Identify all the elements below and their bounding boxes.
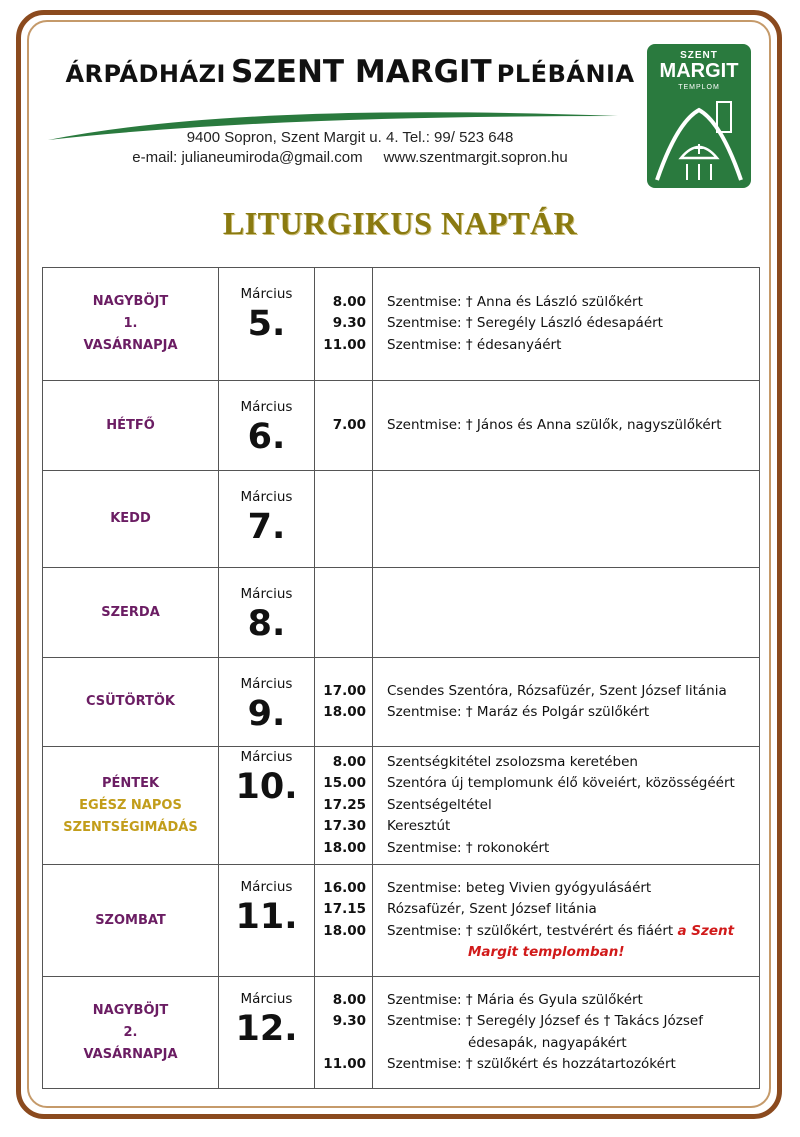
time-value <box>315 1033 372 1055</box>
event-line <box>380 795 759 817</box>
time-value: 18.00 <box>323 922 366 939</box>
event-text: Szentmise: † rokonokért <box>387 839 550 856</box>
date-number: 8. <box>247 604 286 644</box>
times-cell <box>315 865 373 977</box>
event-line <box>380 773 759 795</box>
day-label <box>43 381 219 471</box>
calendar-row <box>43 747 760 865</box>
event-line <box>380 899 759 921</box>
event-line <box>380 313 759 335</box>
month-label: Március <box>240 286 293 302</box>
title-suffix: PLÉBÁNIA <box>496 60 635 88</box>
event-line <box>380 838 759 860</box>
time-value: 8.00 <box>332 753 366 770</box>
address-line: 9400 Sopron, Szent Margit u. 4. Tel.: 99/ 523 648 <box>186 129 514 146</box>
time-value: 17.30 <box>323 818 366 835</box>
events-cell <box>373 747 760 865</box>
day-label-line: 1. <box>123 316 138 331</box>
events-cell <box>373 268 760 381</box>
events-cell <box>373 865 760 977</box>
date-cell <box>219 865 315 977</box>
day-label-line: HÉTFŐ <box>106 417 155 433</box>
parish-title <box>60 54 640 90</box>
time-value: 8.00 <box>332 293 366 310</box>
date-cell <box>219 568 315 658</box>
day-label <box>43 747 219 865</box>
day-label <box>43 268 219 381</box>
calendar-row <box>43 977 760 1089</box>
events-cell <box>373 977 760 1089</box>
calendar-row <box>43 568 760 658</box>
event-text: édesapák, nagyapákért <box>468 1034 627 1051</box>
day-label <box>43 471 219 568</box>
time-value: 9.30 <box>332 1013 366 1029</box>
event-text: Csendes Szentóra, Rózsafüzér, Szent József litánia <box>387 682 727 699</box>
event-text: Szentmise: † Seregély László édesapáért <box>387 315 663 332</box>
time-value: 8.00 <box>332 991 366 1008</box>
church-building-icon <box>647 92 751 188</box>
events-cell <box>373 658 760 747</box>
time-value: 15.00 <box>323 775 366 792</box>
date-number: 6. <box>247 417 286 457</box>
times-cell <box>315 977 373 1089</box>
event-text: Szentmise: † Mária és Gyula szülőkért <box>387 991 643 1008</box>
day-label <box>43 658 219 747</box>
logo-line2: MARGIT <box>659 60 739 82</box>
day-label <box>43 977 219 1089</box>
time-value: 17.25 <box>323 796 366 813</box>
time-value: 17.15 <box>323 901 366 917</box>
event-text: Szentóra új templomunk élő köveiért, közösségéért <box>387 775 735 792</box>
event-line <box>380 942 759 964</box>
event-text: Szentmise: † szülőkért, testvérért és fiáért <box>387 922 678 939</box>
date-cell <box>219 381 315 471</box>
page-heading: LITURGIKUS NAPTÁR <box>222 205 578 241</box>
times-cell <box>315 381 373 471</box>
calendar-row <box>43 471 760 568</box>
contact-line: e-mail: julianeumiroda@gmail.com www.szentmargit.sopron.hu <box>132 149 568 166</box>
day-label-line: NAGYBÖJT <box>92 294 169 309</box>
date-number: 9. <box>247 694 286 734</box>
date-number: 11. <box>235 897 298 937</box>
times-cell <box>315 747 373 865</box>
event-text: Szentmise: † édesanyáért <box>387 336 562 353</box>
title-main: SZENT MARGIT <box>231 54 492 90</box>
day-label-line: 2. <box>123 1024 138 1040</box>
calendar-row <box>43 381 760 471</box>
times-cell <box>315 471 373 568</box>
church-logo <box>647 44 751 188</box>
title-prefix: ÁRPÁDHÁZI <box>65 60 226 88</box>
event-text: Szentmise: † János és Anna szülők, nagyszülőkért <box>387 416 722 433</box>
events-cell <box>373 568 760 658</box>
calendar-row <box>43 658 760 747</box>
date-cell <box>219 658 315 747</box>
date-number: 10. <box>235 767 298 807</box>
date-cell <box>219 268 315 381</box>
day-extra-line: EGÉSZ NAPOS <box>79 797 182 813</box>
day-extra-line: SZENTSÉGIMÁDÁS <box>63 819 198 835</box>
time-value <box>315 942 372 964</box>
event-text: Szentmise: † Anna és László szülőkért <box>387 293 643 310</box>
location-note: a Szent <box>677 922 735 939</box>
time-value: 9.30 <box>332 315 366 332</box>
event-line <box>380 1054 759 1076</box>
month-label: Március <box>240 749 293 765</box>
time-value: 17.00 <box>323 682 366 699</box>
event-line <box>380 816 759 838</box>
event-text: Rózsafüzér, Szent József litánia <box>387 901 597 917</box>
event-text: Szentmise: † Maráz és Polgár szülőkért <box>387 704 650 720</box>
day-label-line: SZERDA <box>101 604 160 620</box>
event-line <box>380 990 759 1012</box>
day-label-line: PÉNTEK <box>101 775 160 791</box>
events-cell <box>373 381 760 471</box>
contact-block <box>100 128 600 168</box>
event-line <box>380 878 759 900</box>
logo-line1: SZENT <box>680 50 718 61</box>
month-label: Március <box>240 489 293 505</box>
liturgical-calendar-table <box>42 267 760 1089</box>
month-label: Március <box>240 586 293 602</box>
time-value: 11.00 <box>323 1056 366 1072</box>
day-label-line: CSÜTÖRTÖK <box>85 694 176 709</box>
day-label-line: KEDD <box>110 511 151 526</box>
event-line <box>380 292 759 314</box>
event-line <box>380 681 759 703</box>
time-value: 11.00 <box>323 336 366 353</box>
times-cell <box>315 268 373 381</box>
calendar-row <box>43 268 760 381</box>
event-line <box>380 752 759 774</box>
time-value: 16.00 <box>323 879 366 896</box>
location-note-cont: Margit templomban! <box>468 944 625 960</box>
month-label: Március <box>240 879 293 895</box>
event-text: Szentmise: beteg Vivien gyógyulásáért <box>387 879 652 896</box>
month-label: Március <box>240 676 293 692</box>
day-label <box>43 865 219 977</box>
event-line <box>380 921 759 943</box>
time-value: 7.00 <box>332 416 366 433</box>
event-line <box>380 1011 759 1033</box>
event-line <box>380 415 759 437</box>
event-text: Szentmise: † Seregély József és † Takács József <box>387 1013 703 1029</box>
date-number: 5. <box>247 304 286 344</box>
day-label-line: VASÁRNAPJA <box>83 1046 178 1062</box>
calendar-row <box>43 865 760 977</box>
event-text: Szentségeltétel <box>387 796 492 813</box>
event-line <box>380 1033 759 1055</box>
events-cell <box>373 471 760 568</box>
time-value: 18.00 <box>323 839 366 856</box>
event-text: Keresztút <box>387 818 451 835</box>
event-text: Szentségkitétel zsolozsma keretében <box>387 753 638 770</box>
time-value: 18.00 <box>323 704 366 720</box>
logo-line3: TEMPLOM <box>678 84 720 91</box>
date-cell <box>219 471 315 568</box>
month-label: Március <box>240 399 293 415</box>
event-line <box>380 335 759 357</box>
day-label-line: VASÁRNAPJA <box>83 338 178 353</box>
date-cell <box>219 747 315 865</box>
event-text: Szentmise: † szülőkért és hozzátartozókért <box>387 1056 676 1072</box>
day-label-line: SZOMBAT <box>95 912 166 928</box>
event-line <box>380 702 759 724</box>
date-number: 7. <box>247 507 286 547</box>
times-cell <box>315 568 373 658</box>
date-cell <box>219 977 315 1089</box>
times-cell <box>315 658 373 747</box>
date-number: 12. <box>235 1009 298 1049</box>
day-label <box>43 568 219 658</box>
day-label-line: NAGYBÖJT <box>92 1002 169 1018</box>
month-label: Március <box>240 991 293 1007</box>
